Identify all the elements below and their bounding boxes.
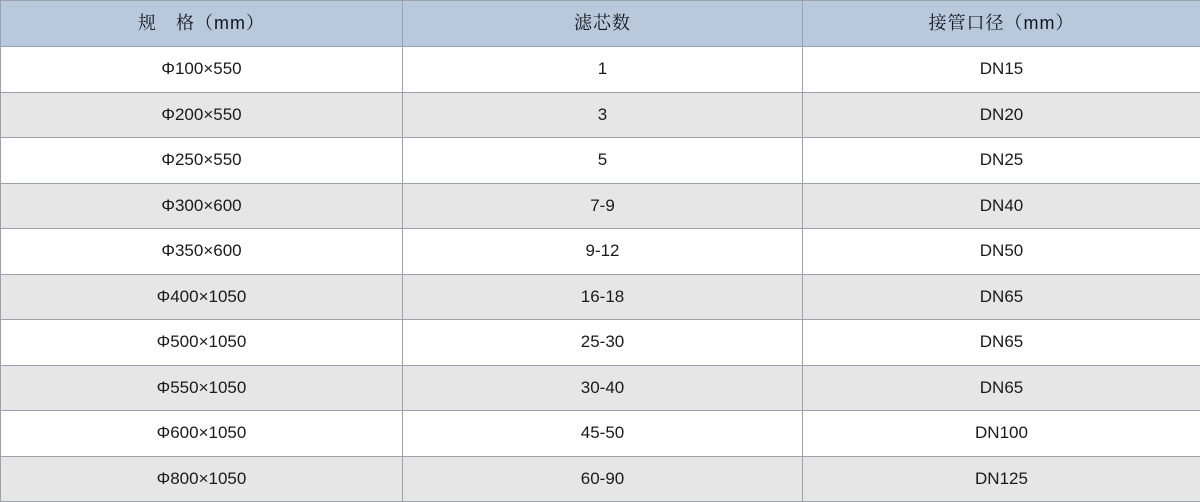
table-header [1,1,1200,47]
cell-pipe-diameter-value: DN65 [980,379,1023,396]
table-row [1,47,1200,93]
column-header-spec [1,1,403,47]
cell-pipe-diameter-value: DN100 [975,424,1028,441]
cell-pipe-diameter [803,411,1200,457]
table-row [1,365,1200,411]
cell-pipe-diameter-value: DN20 [980,106,1023,123]
table-row [1,138,1200,184]
table-row [1,320,1200,366]
table-row [1,456,1200,502]
cell-core-count-value: 16-18 [581,288,624,305]
cell-pipe-diameter [803,365,1200,411]
cell-spec [1,274,403,320]
table-row [1,274,1200,320]
cell-spec [1,138,403,184]
cell-core-count [403,47,803,93]
table-header-row [1,1,1200,47]
cell-spec-value: Φ250×550 [161,151,241,168]
cell-spec [1,229,403,275]
cell-spec [1,456,403,502]
cell-spec [1,411,403,457]
cell-spec-value: Φ300×600 [161,197,241,214]
cell-core-count-value: 1 [598,60,607,77]
table-row [1,183,1200,229]
cell-pipe-diameter [803,229,1200,275]
cell-spec [1,183,403,229]
cell-core-count-value: 7-9 [590,197,615,214]
cell-spec-value: Φ350×600 [161,242,241,259]
cell-spec-value: Φ400×1050 [157,288,247,305]
cell-pipe-diameter [803,274,1200,320]
table-body [1,47,1200,502]
cell-pipe-diameter-value: DN50 [980,242,1023,259]
column-header-pipe-diameter [803,1,1200,47]
cell-core-count-value: 30-40 [581,379,624,396]
cell-core-count [403,274,803,320]
cell-pipe-diameter-value: DN125 [975,470,1028,487]
cell-spec-value: Φ800×1050 [157,470,247,487]
cell-spec-value: Φ550×1050 [157,379,247,396]
cell-core-count-value: 9-12 [585,242,619,259]
cell-pipe-diameter [803,456,1200,502]
cell-core-count-value: 25-30 [581,333,624,350]
cell-core-count [403,92,803,138]
cell-pipe-diameter-value: DN65 [980,333,1023,350]
column-header-pipe-diameter-label: 接管口径（mm） [929,14,1075,32]
cell-spec-value: Φ200×550 [161,106,241,123]
cell-spec-value: Φ100×550 [161,60,241,77]
cell-pipe-diameter [803,92,1200,138]
cell-pipe-diameter-value: DN65 [980,288,1023,305]
cell-spec-value: Φ500×1050 [157,333,247,350]
cell-pipe-diameter [803,47,1200,93]
cell-core-count [403,411,803,457]
cell-core-count-value: 60-90 [581,470,624,487]
cell-spec-value: Φ600×1050 [157,424,247,441]
cell-core-count-value: 3 [598,106,607,123]
cell-core-count [403,229,803,275]
column-header-spec-label: 规 格（mm） [138,14,265,32]
cell-core-count-value: 5 [598,151,607,168]
cell-spec [1,92,403,138]
cell-pipe-diameter [803,183,1200,229]
table-row [1,229,1200,275]
cell-pipe-diameter-value: DN15 [980,60,1023,77]
cell-core-count [403,138,803,184]
cell-pipe-diameter [803,320,1200,366]
table-row [1,411,1200,457]
cell-pipe-diameter [803,138,1200,184]
table-row [1,92,1200,138]
column-header-core-count [403,1,803,47]
cell-core-count [403,456,803,502]
cell-pipe-diameter-value: DN25 [980,151,1023,168]
column-header-core-count-label: 滤芯数 [574,14,631,32]
cell-spec [1,365,403,411]
cell-core-count [403,183,803,229]
cell-core-count-value: 45-50 [581,424,624,441]
cell-spec [1,47,403,93]
cell-core-count [403,320,803,366]
cell-pipe-diameter-value: DN40 [980,197,1023,214]
cell-spec [1,320,403,366]
cell-core-count [403,365,803,411]
